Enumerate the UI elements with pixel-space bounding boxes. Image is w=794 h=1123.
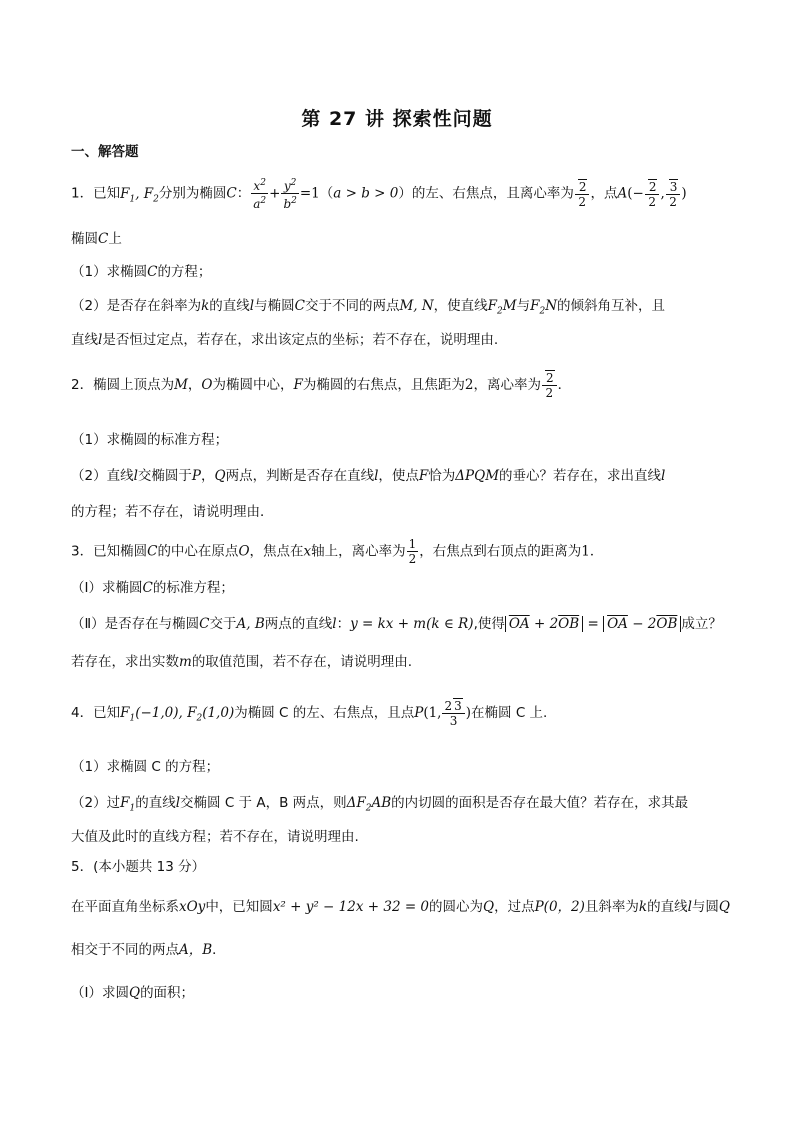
q5-text-e: ，过点 (494, 899, 535, 915)
q3-math-vec-diff: $\overline{OA} - 2\overline{OB}$ (603, 616, 681, 632)
q1-math-point-a: A (617, 185, 628, 202)
q1-part2-c: 与椭圆 (254, 298, 295, 314)
q2-math-f2: F (418, 468, 429, 484)
q4-math-l: l (175, 795, 181, 811)
q4-math-f1: $F_1$ (120, 795, 136, 814)
page-title: 第 27 讲 探索性问题 (301, 108, 493, 130)
q5-text-j: ． (212, 942, 226, 958)
q3-part2-f: 成立？ (681, 616, 722, 632)
q2-math-p: P (191, 468, 202, 484)
q2-part1-text: （1）求椭圆的标准方程； (71, 432, 229, 448)
q1-text-d: ）的左、右焦点，且离心率为 (398, 185, 574, 202)
q1-frac-ecc: $\frac{2}{2}$ (575, 179, 590, 209)
q3-part1-a: （Ⅰ）求椭圆 (71, 580, 143, 596)
q2-math-l: l (133, 468, 138, 484)
q3-math-m: m (179, 654, 192, 670)
q1-text-b: 分别为椭圆 (158, 185, 227, 202)
q3-math-c: C (147, 543, 158, 560)
q3-line1 (71, 537, 603, 566)
q4-part2-d: 的内切圆的面积是否存在最大值？若存在，求其最 (391, 795, 689, 811)
q1-text-f: 椭圆 (71, 231, 98, 247)
q2-math-f: F (293, 377, 303, 393)
q5-math-l: l (687, 899, 692, 915)
q4-text-b: 为椭圆 C 的左、右焦点，且点 (234, 705, 415, 721)
q5-math-q: Q (483, 899, 495, 915)
q2-part1 (71, 430, 228, 450)
q2-part2-g: 的垂心？若存在，求出直线 (499, 468, 662, 484)
q4-part2-a: （2）过 (71, 795, 121, 811)
q2-text-b: ， (187, 377, 202, 393)
q3-math-o: O (238, 543, 250, 560)
q3-math-one: 1 (581, 543, 590, 560)
q2-text-d: 为椭圆的右焦点，且焦距为 (302, 377, 465, 393)
q3-part2: （Ⅱ）是否存在与椭圆C交于A, B两点的直线l：y = kx + m(k ∈ R),使得 $\overline{OA} + 2\overline{OB} = \overline{OA} - 2\overline{OB}$ 成立？ (71, 616, 722, 632)
q4-part2-line2 (71, 827, 359, 847)
q2-text-e: ，离心率为 (473, 377, 541, 393)
q2-text-c: 为椭圆中心， (212, 377, 294, 393)
q1-part1-text: （1）求椭圆 (71, 264, 148, 280)
q4-text-c: 在椭圆 C 上. (471, 705, 548, 721)
q4-part2-b: 的直线 (135, 795, 176, 811)
q1-part2-f: 与 (516, 298, 531, 314)
q2-part2-h: 的方程；若不存在，请说明理由． (71, 504, 274, 520)
q5-text-b: 在平面直角坐标系 (71, 899, 179, 915)
q2-part2-line2 (71, 502, 274, 522)
q3-text-f: ． (589, 543, 604, 560)
q1-part1-text-b: 的方程； (157, 264, 212, 280)
q2-part2-b: 交椭圆于 (137, 468, 192, 484)
q1-part2-d: 交于不同的两点 (304, 298, 400, 314)
q2-text-f: ． (557, 377, 572, 393)
q5-text-g: 的直线 (647, 899, 688, 915)
q1-math-f2n: $F_2N$ (530, 298, 558, 317)
q4-part2-c: 交椭圆 C 于 A，B 两点，则 (180, 795, 347, 811)
section-heading: 一、解答题 (71, 144, 139, 160)
q3-part1-b: 的标准方程； (152, 580, 234, 596)
q1-math-c3: C (294, 298, 305, 314)
q3-part2-c: 两点的直线 (264, 616, 333, 632)
q1-line1: 1．已知$F_1$, $F_2$分别为椭圆C： $\frac{x^2}{a^2}$ + $\frac{y^2}{b^2}$ =1（a > b > 0）的左、右焦点，且离心率为 $\frac{2}{2}$ ，点A(− $\frac{2}{2}$ , $\frac{3}{2}$ ) (71, 178, 687, 211)
q1-math-f2m: $F_2M$ (487, 298, 517, 317)
q1-math-c: C (226, 185, 237, 202)
q4-part1-text: （1）求椭圆 C 的方程； (71, 759, 220, 775)
q4-part2-e: 大值及此时的直线方程；若不存在，请说明理由. (71, 829, 359, 845)
q5-text-h: 与圆 (691, 899, 719, 915)
q1-frac-ay: $\frac{3}{2}$ (666, 179, 681, 209)
q1-math-k: k (201, 298, 210, 314)
q1-text-e: ，点 (590, 185, 618, 202)
q3-frac-ecc: $\frac{1}{2}$ (408, 537, 417, 566)
q5-text-f: 且斜率为 (584, 899, 639, 915)
q1-math-mn: M, N (399, 298, 434, 314)
q5-math-q3: Q (128, 985, 141, 1001)
q3-text-d: 轴上，离心率为 (311, 543, 406, 560)
q5-part1 (71, 983, 194, 1003)
q1-math-f1f2: $F_1$, $F_2$ (120, 185, 159, 205)
q2-math-two: 2 (464, 377, 474, 393)
q5-part1-b: 的面积； (140, 985, 195, 1001)
q1-math-c2: C (98, 231, 109, 247)
q1-math-l2: l (98, 332, 103, 348)
q4-part2-line1 (71, 793, 688, 819)
q1-part2-line2 (71, 330, 498, 350)
q5-math-eq: x² + y² − 12x + 32 = 0 (272, 899, 430, 915)
q5-line3 (71, 940, 226, 960)
q5-math-xoy: xOy (179, 899, 206, 915)
q3-math-vec-sum: $\overline{OA} + 2\overline{OB}$ (505, 616, 583, 632)
q2-part2-a: （2）直线 (71, 468, 134, 484)
q1-math-l: l (249, 298, 255, 314)
q5-line1 (71, 857, 205, 877)
q1-part2-g: 的倾斜角互补，且 (557, 298, 666, 314)
q1-part2-i: 是否恒过定点，若存在，求出该定点的坐标；若不存在，说明理由. (102, 332, 499, 348)
q3-math-line-eq: y = kx + m(k ∈ R) (350, 616, 474, 632)
q5-text-a: 5．(本小题共 13 分） (71, 859, 206, 875)
q4-text-a: 4．已知 (71, 705, 121, 721)
q1-frac-ax: $\frac{2}{2}$ (645, 179, 660, 209)
q1-text-a: 1．已知 (71, 185, 121, 202)
q3-part2-b: 交于 (209, 616, 237, 632)
q5-line2 (71, 897, 730, 917)
q2-part2-d: 两点，判断是否存在直线 (225, 468, 375, 484)
q5-part1-a: （Ⅰ）求圆 (71, 985, 129, 1001)
q2-part2-e: ，使点 (378, 468, 419, 484)
q3-part2-d: ： (336, 616, 351, 632)
q1-part2-line1 (71, 296, 665, 322)
q2-math-l3: l (661, 468, 666, 484)
q2-frac-ecc: $\frac{2}{2}$ (542, 370, 557, 400)
q5-text-i: 相交于不同的两点 (71, 942, 179, 958)
q1-line2 (71, 229, 122, 249)
q4-math-tri: $\Delta F_2AB$ (346, 795, 392, 814)
q2-math-o: O (201, 377, 213, 393)
q3-part2-line2 (71, 652, 412, 672)
q4-frac-py: $\frac{2 3}{3}$ (442, 698, 464, 728)
q3-text-a: 3．已知椭圆 (71, 543, 148, 560)
q2-math-pqm: ΔPQM (455, 468, 500, 484)
q5-math-point: P(0，2) (534, 899, 585, 915)
q2-line1 (71, 370, 571, 400)
q3-part3-a: 若存在，求出实数 (71, 654, 179, 670)
q3-math-x: x (303, 543, 312, 560)
q3-text-b: 的中心在原点 (157, 543, 239, 560)
q1-part2-e: ，使直线 (433, 298, 488, 314)
q5-math-ab: A，B (179, 942, 213, 958)
q1-part2-b: 的直线 (209, 298, 250, 314)
q4-part1 (71, 757, 219, 777)
q3-part2-e: ,使得 (473, 616, 505, 632)
q2-part2-f: 恰为 (428, 468, 456, 484)
q1-part1 (71, 262, 211, 282)
q5-math-q2: Q (718, 899, 730, 915)
q3-text-c: ，焦点在 (249, 543, 304, 560)
q2-part2-line1 (71, 466, 665, 486)
q3-part3-b: 的取值范围，若不存在，请说明理由. (191, 654, 413, 670)
q3-math-l: l (332, 616, 337, 632)
q5-text-d: 的圆心为 (429, 899, 484, 915)
q5-text-c: 中，已知圆 (205, 899, 273, 915)
q5-math-k: k (638, 899, 648, 915)
q3-math-ab: A, B (236, 616, 265, 632)
q4-math-foci: $F_1(-1,0)$, $F_2(1,0)$ (120, 705, 235, 724)
q1-text-g: 上 (108, 231, 122, 247)
q1-part1-math: C (147, 264, 158, 280)
q1-frac-y: $\frac{y^2}{b^2}$ (283, 178, 297, 211)
q2-math-m: M (174, 377, 188, 393)
q1-math-cond: a > b > 0 (333, 185, 399, 202)
q2-text-a: 2．椭圆上顶点为 (71, 377, 175, 393)
q3-part1 (71, 578, 234, 598)
q2-math-q: Q (214, 468, 226, 484)
q3-math-c2: C (142, 580, 153, 596)
q1-part2-a: （2）是否存在斜率为 (71, 298, 202, 314)
q3-text-e: ，右焦点到右顶点的距离为 (419, 543, 582, 560)
q2-part2-c: ， (201, 468, 215, 484)
q1-text-c: （ (319, 185, 334, 202)
q3-math-c3: C (199, 616, 210, 632)
q4-math-p: P (414, 705, 424, 721)
q2-math-l2: l (374, 468, 379, 484)
q1-part2-h: 直线 (71, 332, 98, 348)
q4-line1: 4．已知$F_1(-1,0)$, $F_2(1,0)$为椭圆 C 的左、右焦点，且点P(1, $\frac{2 3}{3}$ )在椭圆 C 上. (71, 699, 548, 728)
q1-frac-x: $\frac{x^2}{a^2}$ (253, 178, 267, 211)
q3-part2-a: （Ⅱ）是否存在与椭圆 (71, 616, 200, 632)
